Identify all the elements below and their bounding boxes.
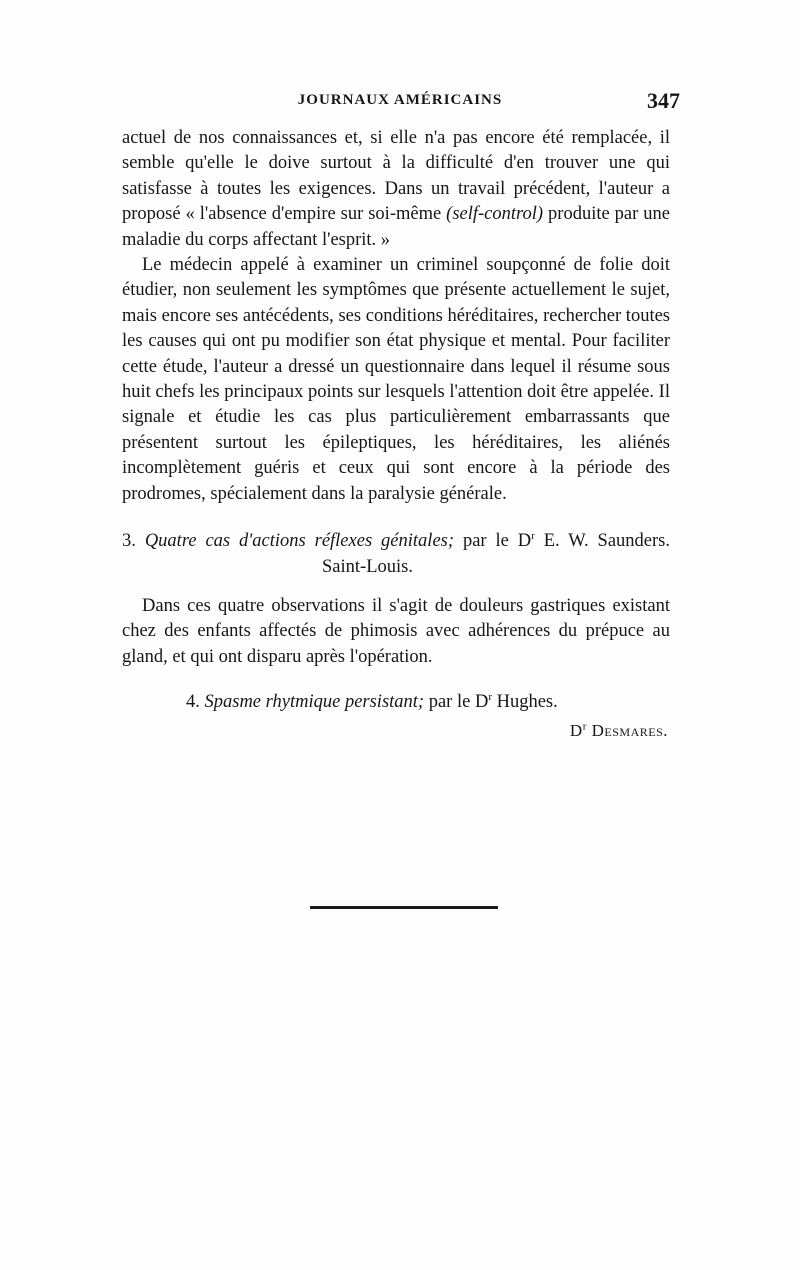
item-by: par le D bbox=[454, 531, 532, 552]
end-rule bbox=[310, 906, 498, 909]
paragraph-text-end: produite par une maladie du corps affectant l'esprit. » bbox=[122, 204, 670, 250]
item-title: Quatre cas d'actions réflexes génitales; bbox=[144, 531, 455, 552]
item-sup: r bbox=[531, 529, 535, 542]
signature bbox=[122, 718, 670, 743]
item-author: E. W. Saunders. Saint-Louis. bbox=[322, 531, 670, 577]
paragraph-text: actuel de nos connaissances et, si elle n'a pas encore été remplacée, il semble qu'elle le doive surtout à la difficulté d'en trouver une qui satisfasse à toutes les exigences. Dans un travail précédent, l'auteur a proposé « l'absence d'empire sur soi-même bbox=[122, 128, 670, 225]
italic-term: (self-control) bbox=[446, 204, 544, 225]
signature-prefix: D bbox=[569, 720, 583, 740]
list-item-3 bbox=[122, 529, 670, 580]
item-author: Hughes. bbox=[491, 692, 558, 713]
item-3-body: Dans ces quatre observations il s'agit de douleurs gastriques existant chez des enfants affectés de phimosis avec adhérences du prépuce au gland, et qui ont disparu après l'opération. bbox=[122, 595, 670, 667]
item-by: par le D bbox=[424, 692, 489, 713]
signature-name: Desmares. bbox=[586, 720, 668, 740]
running-title: JOURNAUX AMÉRICAINS bbox=[297, 92, 503, 108]
signature-sup: r bbox=[582, 719, 587, 732]
item-sup: r bbox=[488, 690, 492, 703]
body-text bbox=[122, 126, 670, 743]
list-item-4 bbox=[122, 690, 670, 715]
paragraph: Le médecin appelé à examiner un criminel soupçonné de folie doit étudier, non seulement les symptômes que présente actuellement le sujet, mais encore ses antécédents, ses conditions héréditaires, rechercher toutes les causes qui ont pu modifier son état physique et mental. Pour faciliter cette étude, l'auteur a dressé un questionnaire dans lequel il résume sous huit chefs les principaux points sur lesquels l'attention doit être appelée. Il signale et étudie les cas plus particulièrement embarrassants que présentent surtout les épileptiques, les héréditaires, les aliénés incomplètement guéris et ceux qui sont encore à la période des prodromes, spécialement dans la paralysie générale. bbox=[122, 255, 670, 504]
running-head bbox=[120, 88, 680, 118]
page-number: 347 bbox=[647, 88, 680, 113]
item-title: Spasme rhytmique persistant; bbox=[204, 692, 425, 713]
item-number: 4. bbox=[186, 692, 200, 713]
paragraph-continuation bbox=[122, 126, 670, 253]
item-number: 3. bbox=[122, 531, 136, 552]
